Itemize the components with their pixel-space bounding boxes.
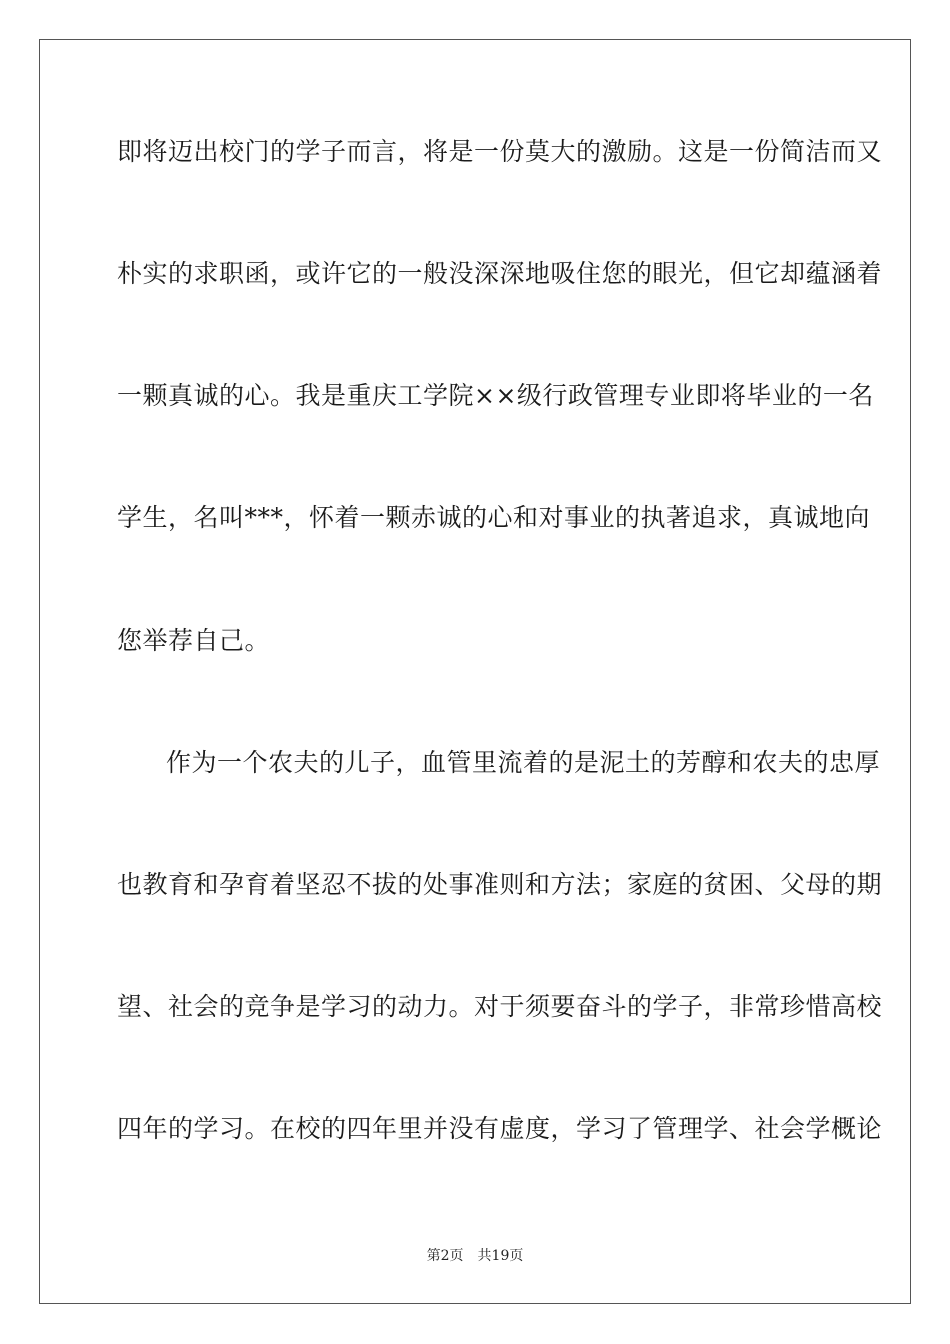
text-line: 作为一个农夫的儿子，血管里流着的是泥土的芳醇和农夫的忠厚: [166, 748, 881, 777]
page-footer: [0, 1247, 950, 1265]
text-line: 一颗真诚的心。我是重庆工学院××级行政管理专业即将毕业的一名: [117, 381, 874, 410]
text-line: 四年的学习。在校的四年里并没有虚度，学习了管理学、社会学概论: [117, 1114, 883, 1143]
text-line: 您举荐自己。: [117, 626, 271, 655]
text-line: 也教育和孕育着坚忍不拔的处事准则和方法；家庭的贫困、父母的期: [117, 870, 883, 899]
text-line: 望、社会的竞争是学习的动力。对于须要奋斗的学子，非常珍惜高校: [117, 992, 883, 1021]
text-line: 朴实的求职函，或许它的一般没深深地吸住您的眼光，但它却蕴涵着: [117, 259, 883, 288]
text-line: 学生，名叫***，怀着一颗赤诚的心和对事业的执著追求，真诚地向: [117, 503, 871, 532]
page-number: 第2页: [426, 1248, 464, 1264]
text-line: 即将迈出校门的学子而言，将是一份莫大的激励。这是一份简洁而又: [117, 137, 883, 166]
total-pages: 共19页: [477, 1248, 524, 1264]
